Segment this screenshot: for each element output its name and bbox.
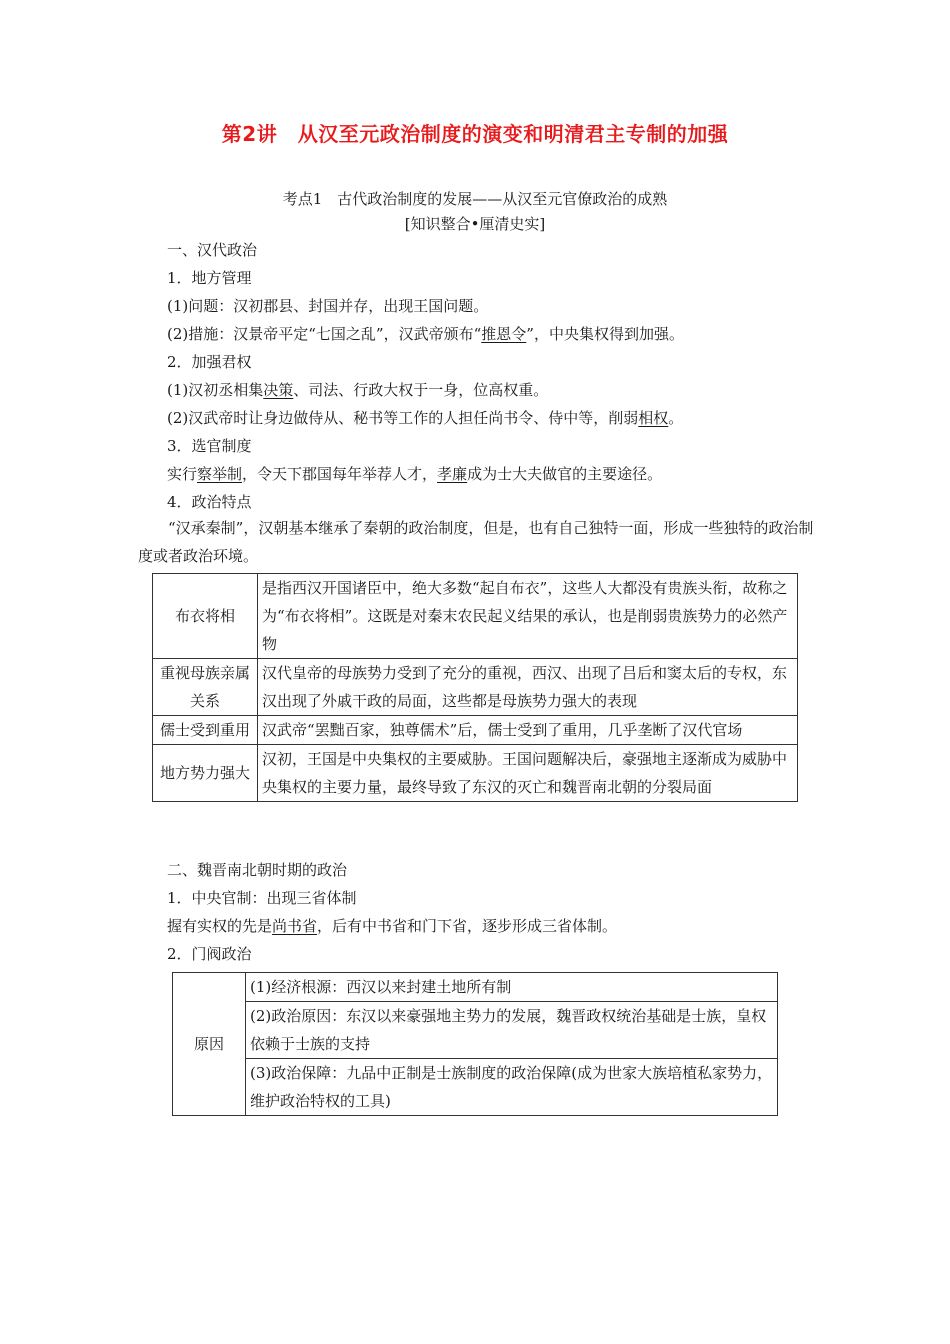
- table-row-text: (3)政治保障：九品中正制是士族制度的政治保障(成为世家大族培植私家势力，维护政治特权的工具): [246, 1059, 778, 1116]
- table-row-text: 汉代皇帝的母族势力受到了充分的重视，西汉、出现了吕后和窦太后的专权，东汉出现了外戚干政的局面，这些都是母族势力强大的表现: [258, 659, 798, 716]
- part1-s2-p2: [167, 407, 683, 429]
- table-row-text: 汉武帝“罢黜百家，独尊儒术”后，儒士受到了重用，几乎垄断了汉代官场: [258, 716, 798, 745]
- table-row: [173, 973, 778, 1002]
- section-heading: 考点1 古代政治制度的发展——从汉至元官僚政治的成熟: [282, 190, 668, 208]
- table-row-text: 是指西汉开国诸臣中，绝大多数“起自布衣”，这些人大都没有贵族头衔，故称之为“布衣将相”。这既是对秦末农民起义结果的承认，也是削弱贵族势力的必然产物: [258, 574, 798, 659]
- part1-s4-intro: “汉承秦制”，汉朝基本继承了秦朝的政治制度，但是，也有自己独特一面，形成一些独特的政治制度或者政治环境。: [138, 519, 814, 565]
- menfa-table: [172, 972, 778, 1116]
- keyword-underlined: 孝廉: [437, 465, 468, 483]
- part1-s2-heading: 2．加强君权: [167, 353, 252, 371]
- part1-s1-heading: 1．地方管理: [167, 269, 252, 287]
- table-row-text: (1)经济根源：西汉以来封建土地所有制: [246, 973, 778, 1002]
- table-row-text: 汉初，王国是中央集权的主要威胁。王国问题解决后，豪强地主逐渐成为威胁中央集权的主要力量，最终导致了东汉的灭亡和魏晋南北朝的分裂局面: [258, 745, 798, 802]
- part1-s2-p1: [167, 379, 548, 401]
- keyword-underlined: 决策: [263, 381, 294, 399]
- text-span: (1)汉初丞相集: [167, 381, 264, 399]
- part1-s1-p1: (1)问题：汉初郡县、封国并存，出现王国问题。: [167, 297, 489, 315]
- table-row: [153, 716, 798, 745]
- part1-s3-heading: 3．选官制度: [167, 437, 252, 455]
- text-span: ，后有中书省和门下省，逐步形成三省体制。: [317, 917, 618, 935]
- table-row: [173, 1002, 778, 1059]
- text-span: (2)汉武帝时让身边做侍从、秘书等工作的人担任尚书令、侍中等，削弱: [167, 409, 639, 427]
- part2-s1-p: [167, 915, 617, 937]
- table-row-label: 重视母族亲属关系: [153, 659, 258, 716]
- page-title: 第2讲 从汉至元政治制度的演变和明清君主专制的加强: [221, 122, 729, 146]
- text-span: 成为士大夫做官的主要途径。: [467, 465, 663, 483]
- table-row: [153, 574, 798, 659]
- text-span: 、司法、行政大权于一身，位高权重。: [293, 381, 549, 399]
- part2-heading: 二、魏晋南北朝时期的政治: [167, 861, 348, 879]
- text-span: 实行: [167, 465, 198, 483]
- table-row-label: 原因: [173, 973, 246, 1116]
- keyword-underlined: 尚书省: [272, 917, 318, 935]
- table-row-label: 儒士受到重用: [153, 716, 258, 745]
- text-span: ”，中央集权得到加强。: [526, 325, 684, 343]
- table-row-label: 布衣将相: [153, 574, 258, 659]
- table-row: [153, 745, 798, 802]
- text-span: (2)措施：汉景帝平定“七国之乱”，汉武帝颁布“: [167, 325, 482, 343]
- han-features-table: [152, 573, 798, 802]
- section-subheading: [知识整合•厘清史实]: [404, 215, 546, 233]
- part1-s4-heading: 4．政治特点: [167, 493, 252, 511]
- text-span: ，令天下郡国每年举荐人才，: [242, 465, 438, 483]
- table-row: [173, 1059, 778, 1116]
- keyword-underlined: 察举制: [197, 465, 243, 483]
- keyword-underlined: 相权: [638, 409, 669, 427]
- part1-s1-p2: [167, 323, 684, 345]
- part2-s1-heading: 1．中央官制：出现三省体制: [167, 889, 357, 907]
- part1-s3-p: [167, 463, 662, 485]
- table-row-label: 地方势力强大: [153, 745, 258, 802]
- table-row-text: (2)政治原因：东汉以来豪强地主势力的发展，魏晋政权统治基础是士族，皇权依赖于士族的支持: [246, 1002, 778, 1059]
- text-span: 。: [668, 409, 684, 427]
- table-row: [153, 659, 798, 716]
- keyword-underlined: 推恩令: [481, 325, 527, 343]
- part2-s2-heading: 2．门阀政治: [167, 945, 252, 963]
- part1-heading: 一、汉代政治: [167, 241, 258, 259]
- text-span: 握有实权的先是: [167, 917, 273, 935]
